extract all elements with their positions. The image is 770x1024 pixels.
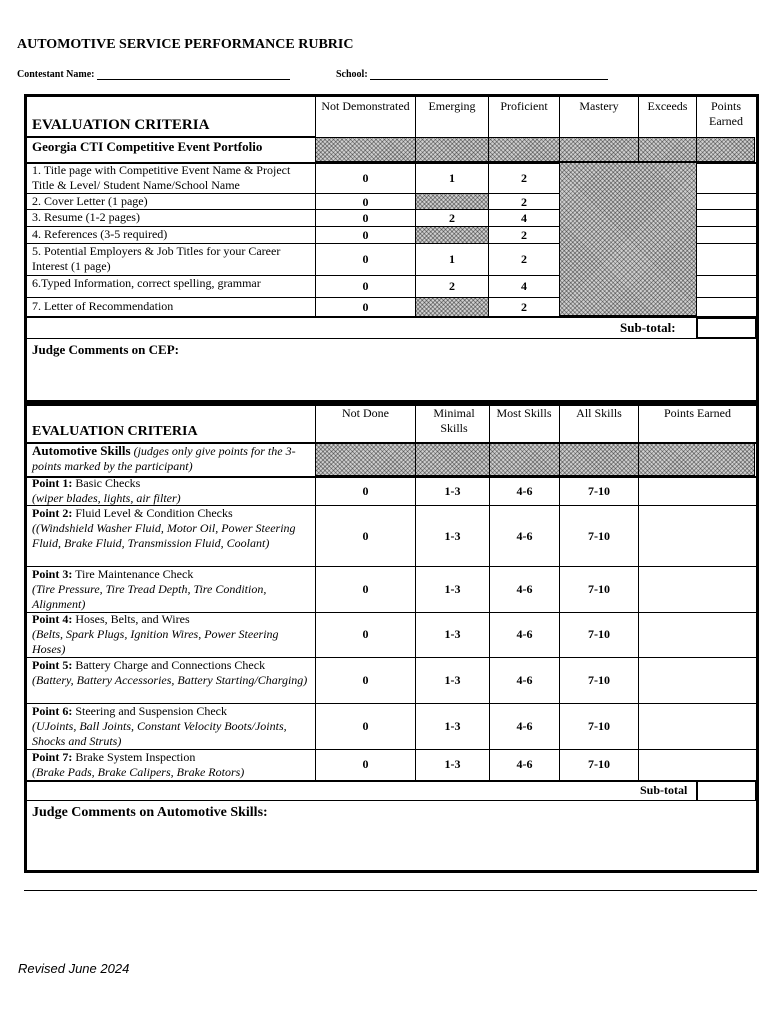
cep-section-shade (315, 137, 755, 162)
divider (27, 338, 756, 339)
skill-point: Point 4: (32, 612, 73, 626)
skill-most: 4-6 (516, 627, 533, 641)
skill-all: 7-10 (588, 719, 610, 733)
cep-row-not: 0 (362, 211, 369, 225)
shaded-mastery-exceeds (559, 162, 697, 316)
cep-subtotal-field[interactable] (696, 318, 756, 339)
skill-most: 4-6 (516, 484, 533, 498)
cep-row-not: 0 (362, 171, 369, 185)
skill-desc: (Tire Pressure, Tire Tread Depth, Tire Condition, Alignment) (32, 582, 267, 611)
cep-row-proficient: 2 (521, 195, 527, 209)
skill-minimal: 1-3 (444, 719, 461, 733)
divider (27, 780, 756, 782)
col-emerging: Emerging (428, 99, 476, 113)
contestant-name-line[interactable] (97, 68, 290, 80)
skill-minimal: 1-3 (444, 627, 461, 641)
col-not-demonstrated: Not Demonstrated (321, 99, 410, 113)
skill-not-done: 0 (362, 582, 369, 596)
skill-desc: ((Windshield Washer Fluid, Motor Oil, Power Steering Fluid, Brake Fluid, Transmission Fluid, Coolant) (32, 521, 296, 550)
skill-name: Battery Charge and Connections Check (75, 658, 266, 672)
skill-name: Tire Maintenance Check (75, 567, 194, 581)
skill-point: Point 6: (32, 704, 73, 718)
skill-most: 4-6 (516, 529, 533, 543)
school-label: School: (336, 69, 368, 80)
cep-row-label: 2. Cover Letter (1 page) (32, 194, 148, 208)
cep-subtotal-label: Sub-total: (620, 320, 676, 335)
cep-row-label: 5. Potential Employers & Job Titles for your Career Interest (1 page) (32, 244, 281, 273)
skill-most: 4-6 (516, 582, 533, 596)
skills-section (32, 443, 312, 474)
skill-point: Point 1: (32, 476, 73, 490)
skill-row-6-label (32, 704, 312, 749)
skills-comments-area[interactable] (27, 822, 755, 870)
skill-row-1-label (32, 476, 312, 506)
cep-row-label: 7. Letter of Recommendation (32, 299, 174, 313)
skill-row-5-label (32, 658, 312, 688)
skill-desc: (UJoints, Ball Joints, Constant Velocity Boots/Joints, Shocks and Struts) (32, 719, 287, 748)
skill-most: 4-6 (516, 719, 533, 733)
skill-not-done: 0 (362, 673, 369, 687)
col-all-skills: All Skills (576, 406, 622, 420)
skill-point: Point 2: (32, 506, 73, 520)
skills-subtotal-field[interactable] (696, 781, 756, 801)
skill-desc: (Brake Pads, Brake Calipers, Brake Rotors) (32, 765, 245, 779)
skills-criteria-header: EVALUATION CRITERIA (32, 424, 198, 439)
skill-minimal: 1-3 (444, 582, 461, 596)
cep-row-emerging: 1 (449, 171, 455, 185)
skill-point: Point 3: (32, 567, 73, 581)
skill-name: Hoses, Belts, and Wires (75, 612, 190, 626)
cep-comments-label: Judge Comments on CEP: (32, 342, 179, 357)
cep-row-proficient: 2 (521, 252, 527, 266)
skills-section-title: Automotive Skills (32, 443, 131, 458)
cep-row-proficient: 4 (521, 279, 527, 293)
skill-desc: (Belts, Spark Plugs, Ignition Wires, Power Steering Hoses) (32, 627, 279, 656)
shaded-emerging-cell (415, 193, 489, 210)
divider (27, 316, 756, 318)
col-points-earned: Points Earned (709, 99, 743, 128)
skill-all: 7-10 (588, 484, 610, 498)
cep-criteria-header: EVALUATION CRITERIA (32, 117, 210, 133)
skill-row-7-label (32, 750, 312, 780)
shaded-emerging-cell (415, 226, 489, 244)
skill-most: 4-6 (516, 673, 533, 687)
skill-name: Basic Checks (75, 476, 141, 490)
skill-all: 7-10 (588, 757, 610, 771)
skill-not-done: 0 (362, 719, 369, 733)
cep-row-label: 6.Typed Information, correct spelling, grammar (32, 276, 261, 290)
cep-row-label: 4. References (3-5 required) (32, 227, 168, 241)
skill-name: Fluid Level & Condition Checks (75, 506, 233, 520)
skills-section-note: (judges only give points for the 3-points marked by the participant) (32, 444, 296, 473)
skill-point: Point 5: (32, 658, 73, 672)
skill-all: 7-10 (588, 673, 610, 687)
cep-row-emerging: 1 (449, 252, 455, 266)
skill-all: 7-10 (588, 582, 610, 596)
divider (27, 136, 315, 138)
col-proficient: Proficient (500, 99, 548, 113)
skill-name: Steering and Suspension Check (75, 704, 227, 718)
cep-row-proficient: 2 (521, 171, 527, 185)
col-mastery: Mastery (579, 99, 619, 113)
cep-row-emerging: 2 (449, 279, 455, 293)
skills-subtotal-label: Sub-total (640, 783, 688, 797)
skill-minimal: 1-3 (444, 529, 461, 543)
cep-row-proficient: 2 (521, 228, 527, 242)
cep-row-not: 0 (362, 300, 369, 314)
cep-row-proficient: 2 (521, 300, 527, 314)
cep-row-not: 0 (362, 252, 369, 266)
revision-note: Revised June 2024 (18, 961, 130, 976)
cep-row-not: 0 (362, 279, 369, 293)
skill-desc: (wiper blades, lights, air filter) (32, 491, 181, 505)
col-points-earned: Points Earned (664, 406, 731, 420)
divider (638, 406, 639, 781)
cep-row-not: 0 (362, 195, 369, 209)
school-field[interactable] (336, 68, 608, 80)
school-line[interactable] (370, 68, 608, 80)
skill-minimal: 1-3 (444, 673, 461, 687)
divider (27, 800, 756, 801)
skill-not-done: 0 (362, 529, 369, 543)
skill-row-2-label (32, 506, 312, 551)
col-minimal-skills: Minimal Skills (433, 406, 475, 435)
skill-all: 7-10 (588, 627, 610, 641)
skill-all: 7-10 (588, 529, 610, 543)
skills-comments-label: Judge Comments on Automotive Skills: (32, 805, 268, 820)
footer-rule (24, 890, 757, 891)
cep-row-proficient: 4 (521, 211, 527, 225)
cep-section-title: Georgia CTI Competitive Event Portfolio (32, 139, 263, 154)
skill-minimal: 1-3 (444, 484, 461, 498)
skill-most: 4-6 (516, 757, 533, 771)
col-exceeds: Exceeds (647, 99, 688, 113)
skill-not-done: 0 (362, 484, 369, 498)
divider (27, 442, 756, 444)
col-not-done: Not Done (342, 406, 389, 420)
skill-desc: (Battery, Battery Accessories, Battery Starting/Charging) (32, 673, 308, 687)
cep-row-label: 1. Title page with Competitive Event Name & Project Title & Level/ Student Name/School Name (32, 163, 291, 192)
cep-comments-area[interactable] (27, 358, 755, 400)
skill-not-done: 0 (362, 627, 369, 641)
skill-name: Brake System Inspection (75, 750, 196, 764)
skill-point: Point 7: (32, 750, 73, 764)
skill-not-done: 0 (362, 757, 369, 771)
cep-row-label: 3. Resume (1-2 pages) (32, 210, 140, 224)
skill-minimal: 1-3 (444, 757, 461, 771)
page-title: AUTOMOTIVE SERVICE PERFORMANCE RUBRIC (17, 37, 354, 52)
skill-row-4-label (32, 612, 312, 657)
col-most-skills: Most Skills (496, 406, 552, 420)
cep-row-not: 0 (362, 228, 369, 242)
skills-section-shade (315, 443, 755, 476)
shaded-emerging-cell (415, 297, 489, 317)
skill-row-3-label (32, 567, 312, 612)
cep-row-emerging: 2 (449, 211, 455, 225)
contestant-name-label: Contestant Name: (17, 69, 95, 80)
contestant-name-field[interactable] (17, 68, 290, 80)
